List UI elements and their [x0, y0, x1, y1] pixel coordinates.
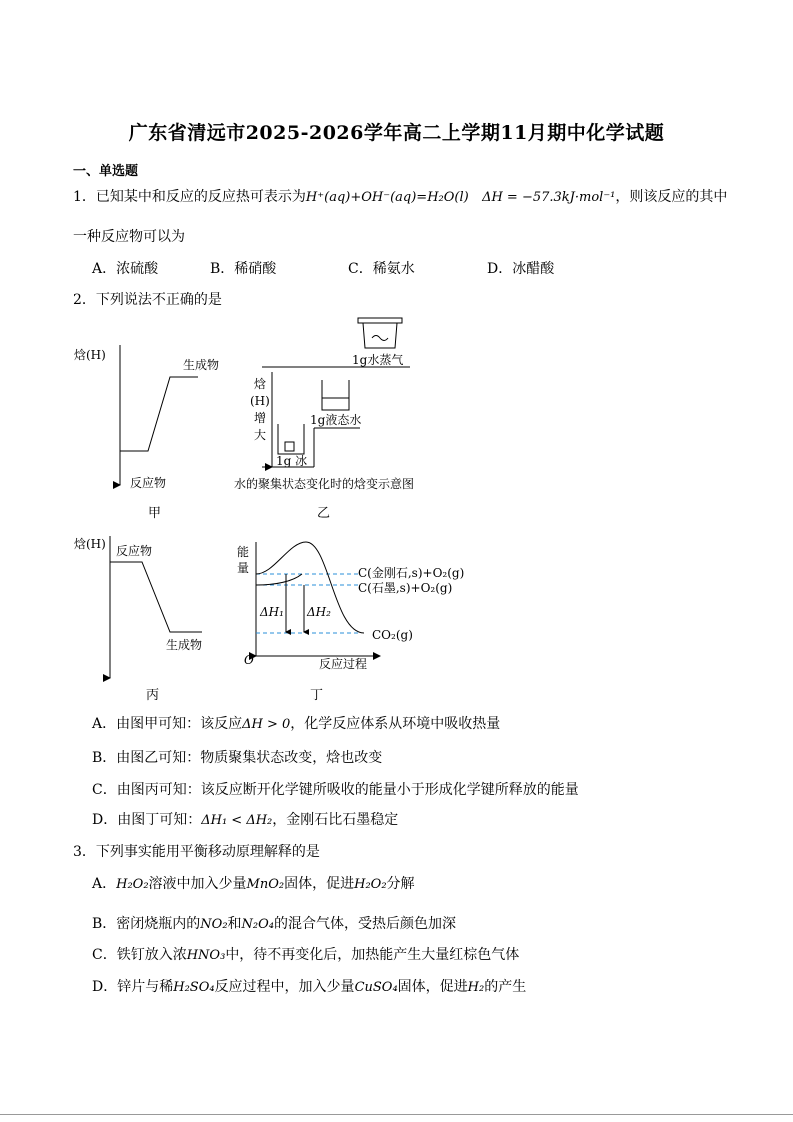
- formula: H₂: [467, 980, 485, 995]
- option-c: C．稀氨水: [348, 261, 415, 277]
- graphite-curve: [256, 574, 302, 585]
- beaker-lid-icon: [358, 318, 402, 323]
- question-number: 3．: [73, 844, 96, 860]
- formula: N₂O₄: [241, 917, 275, 932]
- option-c: C．由图丙可知：该反应断开化学键所吸收的能量小于形成化学键所释放的能量: [92, 782, 579, 798]
- option-c: [92, 944, 519, 964]
- formula: H₂O₂: [116, 877, 149, 892]
- option-text: 中，待不再变化后，加热能产生大量红棕色气体: [225, 947, 520, 963]
- page-title: 广东省清远市2025-2026学年高二上学期11月期中化学试题: [128, 122, 665, 144]
- y-axis-label: 焓(H): [74, 348, 106, 362]
- beaker-icon: [322, 380, 349, 410]
- question-number: 2．: [73, 292, 96, 308]
- ice-cube-icon: [285, 442, 294, 451]
- y-axis-label: 增: [254, 411, 267, 425]
- option-text: D．锌片与稀: [92, 979, 174, 995]
- y-axis-label: 焓(H): [74, 537, 106, 551]
- figure-caption-jia: 甲: [148, 506, 162, 521]
- diamond-label: C(金刚石,s)+O₂(g): [358, 566, 465, 580]
- enthalpy-change: ΔH = −57.3kJ·mol⁻¹: [482, 190, 616, 205]
- question-text: 下列说法不正确的是: [95, 292, 222, 308]
- liquid-label: 1g液态水: [310, 413, 362, 427]
- option-text: 固体，促进: [284, 876, 355, 892]
- option-a: [92, 713, 500, 733]
- graphite-label: C(石墨,s)+O₂(g): [358, 581, 453, 595]
- product-label: 生成物: [183, 358, 220, 372]
- vapor-label: 1g水蒸气: [352, 353, 404, 367]
- dh2-label: ΔH₂: [307, 605, 331, 619]
- option-text: 固体，促进: [397, 979, 468, 995]
- enthalpy-curve: [120, 377, 198, 451]
- formula: HNO₃: [186, 948, 226, 963]
- figure-caption-ding: 丁: [310, 688, 324, 703]
- option-b: B．稀硝酸: [210, 261, 277, 277]
- figure-bing: [70, 528, 230, 683]
- question-number: 1．: [73, 189, 96, 205]
- y-axis-label: 能: [237, 545, 250, 559]
- y-axis-label: 大: [254, 428, 267, 442]
- question-text: ，则该反应的其中: [615, 189, 728, 205]
- formula: MnO₂: [246, 877, 285, 892]
- x-axis-label: 反应过程: [319, 657, 368, 671]
- option-d: [92, 976, 526, 996]
- figure-yi: [232, 312, 452, 497]
- option-d: D．冰醋酸: [487, 261, 555, 277]
- reactant-label: 反应物: [130, 476, 167, 490]
- enthalpy-curve: [110, 562, 202, 632]
- reactant-label: 反应物: [116, 544, 153, 558]
- figure-ding: [234, 536, 474, 674]
- formula: H₂SO₄: [173, 980, 215, 995]
- option-text: C．铁钉放入浓: [92, 947, 187, 963]
- option-text: D．由图丁可知：: [92, 812, 202, 828]
- question-2: [73, 289, 222, 309]
- y-axis-label: (H): [250, 394, 270, 408]
- question-text: 已知某中和反应的反应热可表示为: [95, 189, 306, 205]
- vapor-icon: [372, 336, 388, 341]
- option-a: A．浓硫酸: [92, 261, 159, 277]
- figure-caption-yi: 乙: [317, 506, 331, 521]
- option-text: 的产生: [484, 979, 527, 995]
- formula: CuSO₄: [354, 980, 398, 995]
- question-text-continued: 一种反应物可以为: [73, 229, 185, 245]
- origin-label: O: [244, 653, 254, 667]
- option-b: [92, 913, 456, 933]
- question-3: [73, 841, 320, 861]
- question-text: 下列事实能用平衡移动原理解释的是: [95, 844, 320, 860]
- page-bottom-rule: [0, 1114, 793, 1115]
- formula: NO₂: [200, 917, 228, 932]
- option-text: 分解: [386, 876, 415, 892]
- figure-caption-bing: 丙: [146, 688, 160, 703]
- beaker-icon: [278, 424, 304, 454]
- figure-jia: [70, 335, 230, 495]
- option-text: 的混合气体，受热后颜色加深: [274, 916, 457, 932]
- option-text: A．: [92, 876, 117, 892]
- option-text: B．密闭烧瓶内的: [92, 916, 201, 932]
- y-axis-label: 量: [237, 561, 250, 575]
- option-text: ，化学反应体系从环境中吸收热量: [290, 716, 501, 732]
- beaker-icon: [363, 323, 397, 348]
- section-heading: 一、单选题: [73, 164, 139, 179]
- dh1-label: ΔH₁: [260, 605, 284, 619]
- product-label: 生成物: [166, 638, 203, 652]
- option-text: 和: [227, 916, 242, 932]
- math-expression: ΔH > 0: [242, 717, 291, 732]
- math-expression: ΔH₁ < ΔH₂: [201, 813, 273, 828]
- option-b: B．由图乙可知：物质聚集状态改变，焓也改变: [92, 750, 383, 766]
- ice-label: 1g 冰: [276, 454, 308, 468]
- option-a: [92, 873, 415, 893]
- co2-label: CO₂(g): [372, 628, 413, 642]
- diamond-curve: [256, 542, 364, 633]
- option-d: [92, 809, 398, 829]
- question-1: [73, 186, 727, 206]
- figure-description: 水的聚集状态变化时的焓变示意图: [234, 477, 415, 491]
- equation: H⁺(aq)+OH⁻(aq)=H₂O(l): [305, 190, 469, 205]
- option-text: ，金刚石比石墨稳定: [272, 812, 399, 828]
- formula: H₂O₂: [354, 877, 387, 892]
- option-text: 反应过程中，加入少量: [214, 979, 355, 995]
- option-text: A．由图甲可知：该反应: [92, 716, 243, 732]
- option-text: 溶液中加入少量: [148, 876, 247, 892]
- y-axis-label: 焓: [254, 377, 267, 391]
